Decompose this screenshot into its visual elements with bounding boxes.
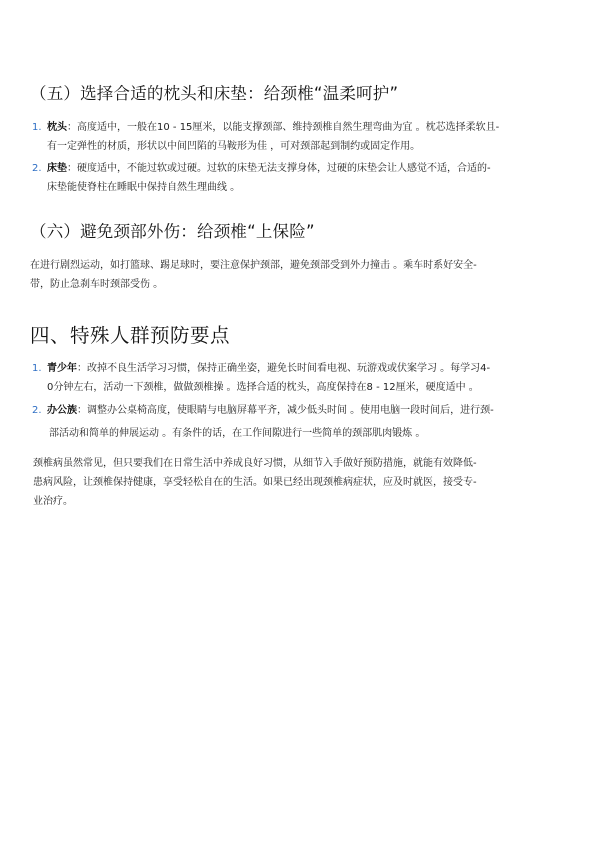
item-text: ：硬度适中，不能过软或过硬。过软的床垫无法支撑身体，过硬的床垫会让人感觉不适，合适的-	[67, 163, 491, 174]
paragraph-line: 颈椎病虽然常见，但只要我们在日常生活中养成良好习惯，从细节入手做好预防措施，就能有效降低-	[33, 458, 477, 469]
list-number: 1.	[32, 122, 42, 133]
list-item-line	[47, 401, 584, 420]
list-item-line: 0分钟左右，活动一下颈椎，做做颈椎操 。选择合适的枕头，高度保持在8 - 12厘米，硬度适中 。	[47, 382, 479, 393]
list-item-teenagers	[32, 359, 584, 397]
paragraph-line: 业治疗。	[33, 496, 73, 507]
list-number: 2.	[32, 405, 42, 416]
list-item-body	[47, 401, 584, 443]
section-heading-neck-injury: （六）避免颈部外伤：给颈椎“上保险”	[30, 222, 315, 241]
list-item-line	[47, 159, 584, 178]
list-item-line	[47, 359, 584, 378]
list-item-mattress	[32, 159, 584, 197]
item-text: ：改掉不良生活学习习惯，保持正确坐姿，避免长时间看电视、玩游戏或伏案学习 。每学习4-	[77, 363, 491, 374]
item-label: 青少年	[47, 363, 77, 374]
paragraph-neck-injury	[30, 256, 570, 294]
paragraph-line: 患病风险，让颈椎保持健康，享受轻松自在的生活。如果已经出现颈椎病症状，应及时就医，接受专-	[33, 477, 477, 488]
paragraph-line: 带，防止急刹车时颈部受伤 。	[30, 279, 164, 290]
list-item-line: 部活动和简单的伸展运动 。有条件的话，在工作间隙进行一些简单的颈部肌肉锻炼 。	[49, 428, 426, 439]
list-item-body	[47, 118, 584, 156]
list-item-office-workers	[32, 401, 584, 447]
list-item-line	[47, 118, 584, 137]
item-label: 枕头	[47, 122, 67, 133]
list-item-line: 有一定弹性的材质，形状以中间凹陷的马鞍形为佳 ，可对颈部起到制约或固定作用。	[47, 141, 421, 152]
item-text: ：调整办公桌椅高度，使眼睛与电脑屏幕平齐，减少低头时间 。使用电脑一段时间后，进行颈-	[77, 405, 494, 416]
section-heading-special-groups: 四、特殊人群预防要点	[30, 324, 231, 347]
item-label: 办公族	[47, 405, 77, 416]
item-text: ：高度适中，一般在10 - 15厘米，以能支撑颈部、维持颈椎自然生理弯曲为宜 。枕芯选择柔软且-	[67, 122, 500, 133]
list-item-body	[47, 159, 584, 197]
paragraph-conclusion	[33, 454, 573, 511]
list-item-pillow	[32, 118, 584, 156]
list-number: 1.	[32, 363, 42, 374]
list-item-body	[47, 359, 584, 397]
section-heading-pillow-mattress: （五）选择合适的枕头和床垫：给颈椎“温柔呵护”	[30, 84, 399, 103]
list-number: 2.	[32, 163, 42, 174]
list-item-line: 床垫能使脊柱在睡眠中保持自然生理曲线 。	[47, 182, 241, 193]
paragraph-line: 在进行剧烈运动，如打篮球、踢足球时，要注意保护颈部，避免颈部受到外力撞击 。乘车时系好安全-	[30, 260, 477, 271]
item-label: 床垫	[47, 163, 67, 174]
